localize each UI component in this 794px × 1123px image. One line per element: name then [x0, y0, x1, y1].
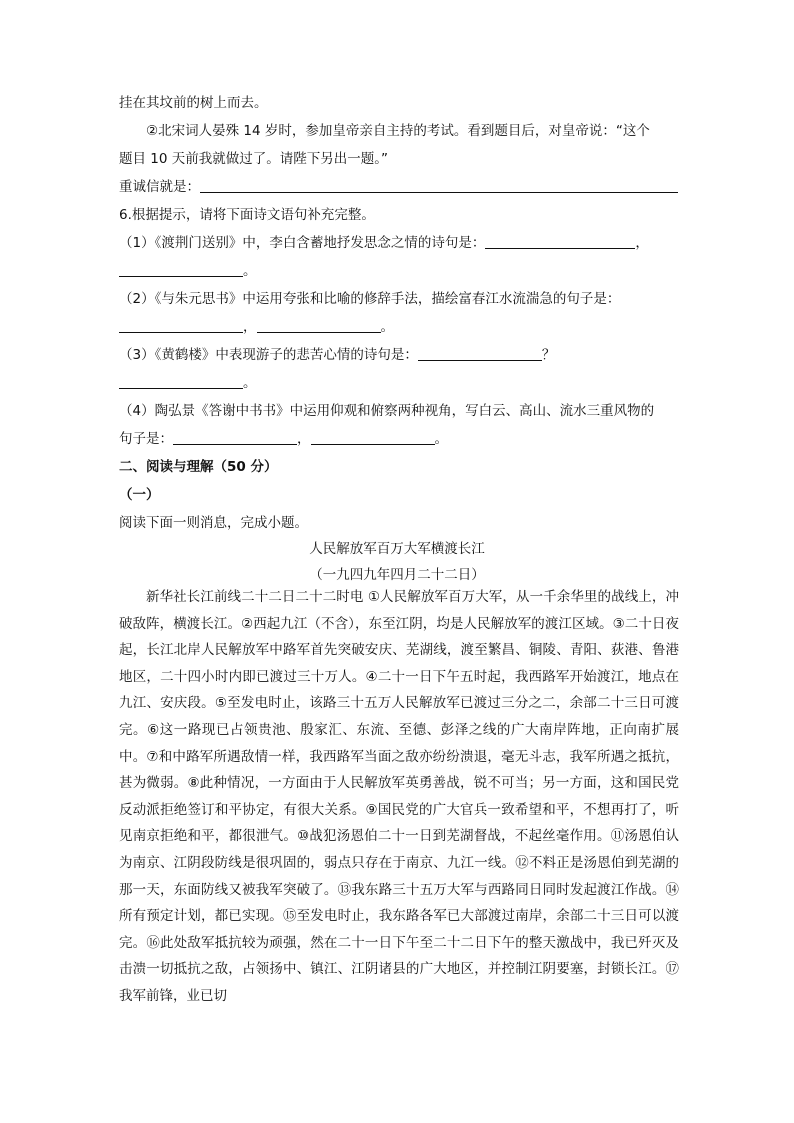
answer-blank[interactable]	[418, 346, 542, 361]
answer-blank[interactable]	[311, 430, 435, 445]
article-date: （一九四九年四月二十二日）	[309, 567, 485, 583]
article-text: 新华社长江前线二十二日二十二时电 ①人民解放军百万大军，从一千余华里的战线上，冲破敌阵，横渡长江。②西起九江（不含），东至江阴，均是人民解放军的渡江区域。③二十日夜起，长江北岸人民解放军中路军首先突破安庆、芜湖线，渡至繁昌、铜陵、青阳、荻港、鲁港地区，二十四小时内即已渡过三十万人。④二十一日下午五时起，我西路军开始渡江，地点在九江、安庆段。⑤至发电时止，该路三十五万人民解放军已渡过三分之二，余部二十三日可渡完。⑥这一路现已占领贵池、殷家汇、东流、至德、彭泽之线的广大南岸阵地，正向南扩展中。⑦和中路军所遇敌情一样，我西路军当面之敌亦纷纷溃退，毫无斗志，我军所遇之抵抗，甚为微弱。⑧此种情况，一方面由于人民解放军英勇善战，锐不可当；另一方面，这和国民党反动派拒绝签订和平协定，有很大关系。⑨国民党的广大官兵一致希望和平，不想再打了，听见南京拒绝和平，都很泄气。⑩战犯汤恩伯二十一日到芜湖督战，不起丝毫作用。⑪汤恩伯认为南京、江阴段防线是很巩固的，弱点只存在于南京、九江一线。⑫不料正是汤恩伯到芜湖的那一天，东面防线又被我军突破了。⑬我东路三十五万大军与西路同日同时发起渡江作战。⑭所有预定计划，都已实现。⑮至发电时止，我东路各军已大部渡过南岸，余部二十三日可以渡完。⑯此处敌军抵抗较为顽强，然在二十一日下午至二十二日下午的整天激战中，我已歼灭及击溃一切抵抗之敌，占领扬中、镇江、江阴诸县的广大地区，并控制江阴要塞，封锁长江。⑰我军前锋，业已切	[119, 589, 679, 1004]
instruction-text: 阅读下面一则消息，完成小题。	[119, 515, 308, 531]
text-line: ②北宋词人晏殊 14 岁时，参加皇帝亲自主持的考试。看到题目后，对皇帝说：“这个	[146, 123, 650, 139]
question-text: （1）《渡荆门送别》中，李白含蓄地抒发思念之情的诗句是：	[119, 235, 486, 251]
section-heading: 二、阅读与理解（50 分）	[119, 459, 278, 475]
punctuation: 。	[243, 375, 257, 391]
article-body	[119, 584, 679, 1010]
question-line	[119, 345, 679, 365]
answer-blank[interactable]	[257, 318, 381, 333]
punctuation: ？	[541, 347, 556, 363]
answer-blank[interactable]	[173, 430, 297, 445]
question-line	[119, 429, 679, 449]
question-line: （4）陶弘景《答谢中书书》中运用仰观和俯察两种视角，写白云、高山、流水三重风物的	[119, 403, 655, 419]
question-line	[119, 233, 679, 253]
question-line	[119, 317, 679, 337]
punctuation: ，	[243, 319, 257, 335]
answer-blank[interactable]	[119, 374, 243, 389]
question-line	[119, 261, 679, 281]
question-line	[119, 373, 679, 393]
answer-blank[interactable]	[119, 318, 243, 333]
punctuation: 。	[380, 319, 394, 335]
punctuation: 。	[434, 431, 448, 447]
answer-blank[interactable]	[200, 178, 678, 193]
question-text: 句子是：	[119, 431, 173, 447]
text-line: 挂在其坟前的树上而去。	[119, 95, 268, 111]
punctuation: ，	[635, 235, 649, 251]
question-heading: 6.根据提示，请将下面诗文语句补充完整。	[119, 207, 375, 223]
text-line: 题目 10 天前我就做过了。请陛下另出一题。”	[119, 151, 389, 167]
subsection-heading: （一）	[119, 487, 160, 503]
question-line: （2）《与朱元思书》中运用夸张和比喻的修辞手法，描绘富春江水流湍急的句子是：	[119, 291, 621, 307]
question-text: （3）《黄鹤楼》中表现游子的悲苦心情的诗句是：	[119, 347, 418, 363]
punctuation: 。	[243, 263, 257, 279]
answer-line-integrity	[119, 177, 679, 197]
answer-blank[interactable]	[119, 262, 243, 277]
article-title: 人民解放军百万大军横渡长江	[309, 541, 485, 557]
prompt-text: 重诚信就是：	[119, 179, 200, 195]
punctuation: ，	[297, 431, 311, 447]
answer-blank[interactable]	[485, 234, 635, 249]
